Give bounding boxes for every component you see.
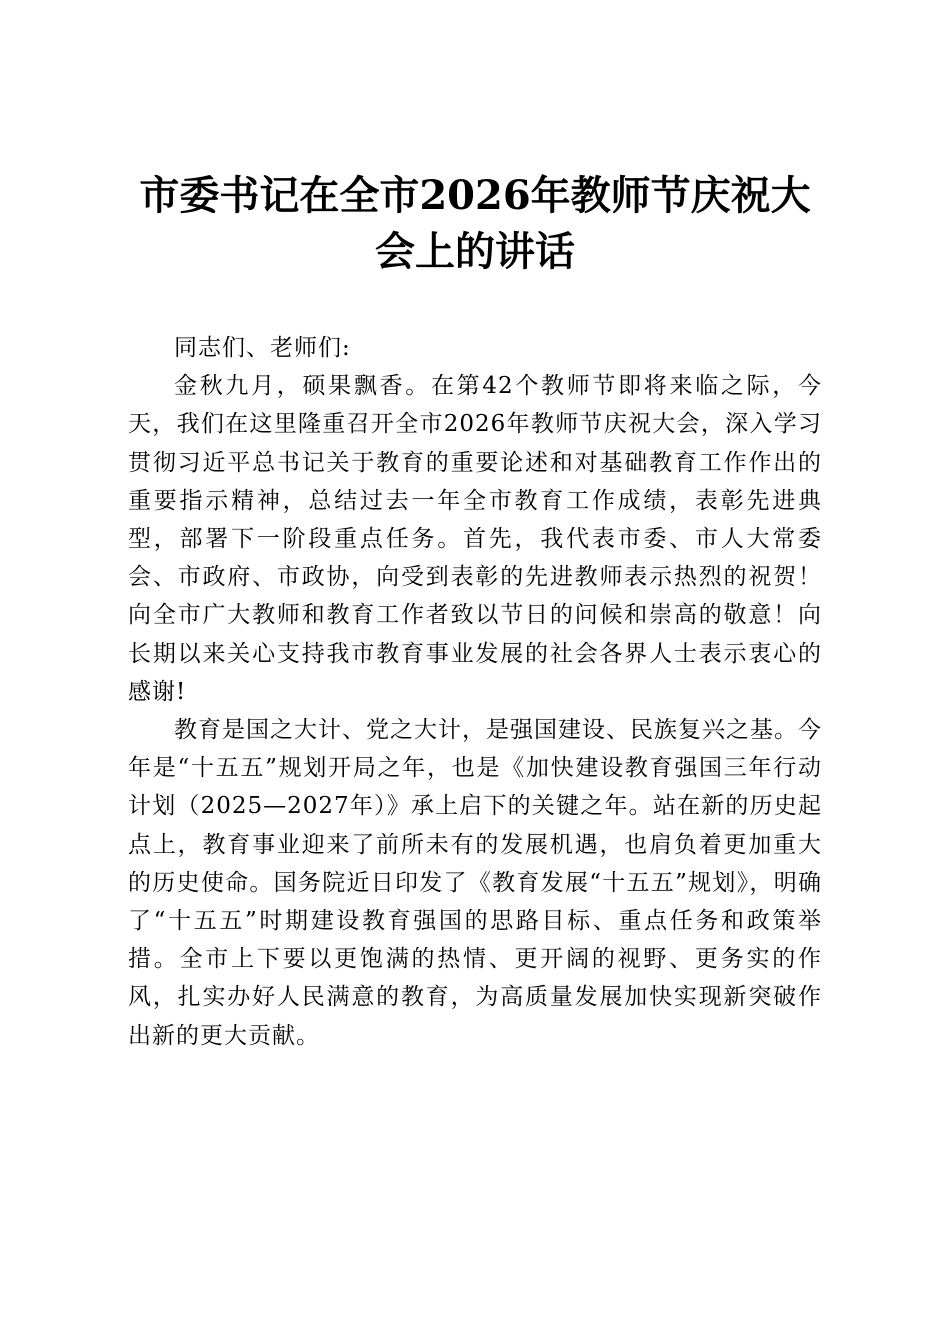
document-body: [128, 329, 822, 1055]
document-title: 市委书记在全市2026年教师节庆祝大会上的讲话: [139, 172, 811, 275]
paragraph-2: 教育是国之大计、党之大计，是强国建设、民族复兴之基。今年是“十五五”规划开局之年，也是《加快建设教育强国三年行动计划（2025—2027年）》承上启下的关键之年。站在新的历史起点上，教育事业迎来了前所未有的发展机遇，也肩负着更加重大的历史使命。国务院近日印发了《教育发展“十五五”规划》，明确了“十五五”时期建设教育强国的思路目标、重点任务和政策举措。全市上下要以更饱满的热情、更开阔的视野、更务实的作风，扎实办好人民满意的教育，为高质量发展加快实现新突破作出新的更大贡献。: [128, 717, 822, 1049]
paragraph-1: 金秋九月，硕果飘香。在第42个教师节即将来临之际，今天，我们在这里隆重召开全市2026年教师节庆祝大会，深入学习贯彻习近平总书记关于教育的重要论述和对基础教育工作作出的重要指示精神，总结过去一年全市教育工作成绩，表彰先进典型，部署下一阶段重点任务。首先，我代表市委、市人大常委会、市政府、市政协，向受到表彰的先进教师表示热烈的祝贺！向全市广大教师和教育工作者致以节日的问候和崇高的敬意！向长期以来关心支持我市教育事业发展的社会各界人士表示衷心的感谢!: [128, 373, 822, 705]
salutation: 同志们、老师们:: [174, 335, 351, 361]
